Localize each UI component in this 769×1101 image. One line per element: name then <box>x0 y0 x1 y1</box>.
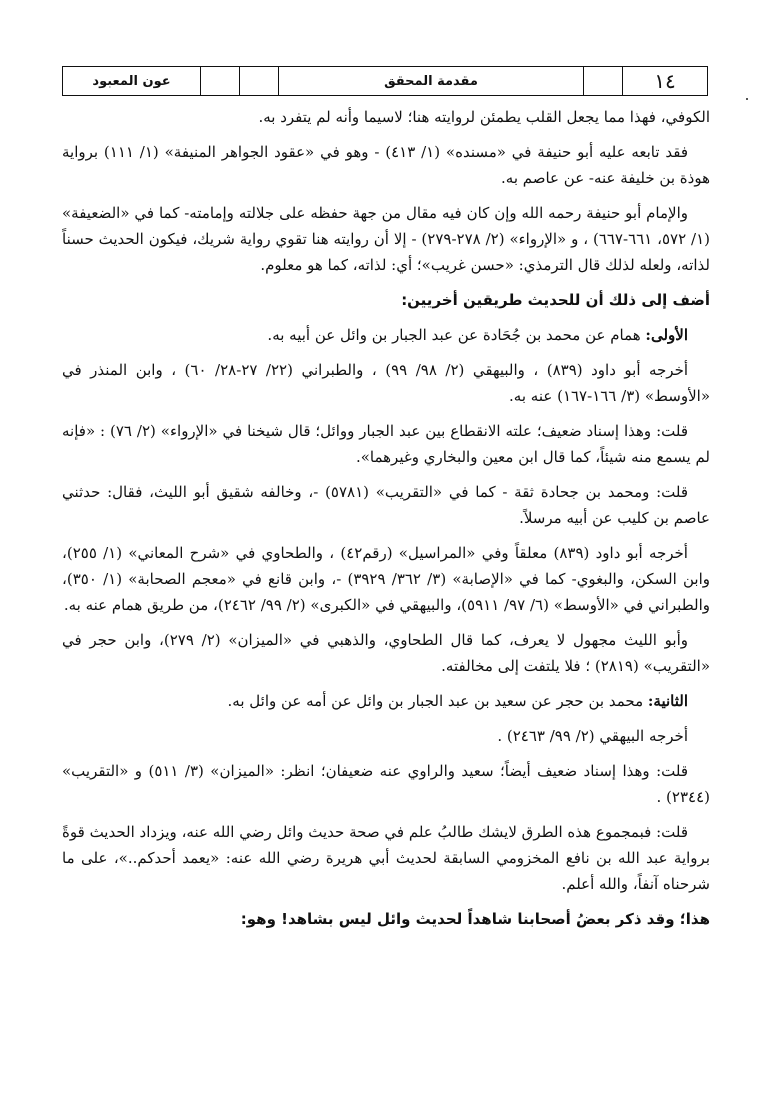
paragraph-label: الثانية: <box>647 692 688 710</box>
header-empty-cell <box>239 67 278 95</box>
header-empty-cell <box>200 67 239 95</box>
stray-mark <box>746 98 748 100</box>
paragraph: قلت: وهذا إسناد ضعيف؛ علته الانقطاع بين عبد الجبار ووائل؛ قال شيخنا في «الإرواء» (٢/ ٧٦) : «فإنه لم يسمع منه شيئاً، كما قال ابن معين والبخاري وغيرهما». <box>62 422 710 466</box>
paragraph: وأبو الليث مجهول لا يعرف، كما قال الطحاوي، والذهبي في «الميزان» (٢/ ٢٧٩)، وابن حجر في «التقريب» (٢٨١٩) ؛ فلا يلتفت إلى مخالفته. <box>62 631 710 675</box>
section-heading: أضف إلى ذلك أن للحديث طريقين أخريين: <box>401 291 710 309</box>
section-title: مقدمة المحقق <box>278 67 583 95</box>
paragraph: قلت: ومحمد بن جحادة ثقة - كما في «التقريب» (٥٧٨١) -، وخالفه شقيق أبو الليث، فقال: حدثني عاصم بن كليب عن أبيه مرسلاً. <box>62 483 710 527</box>
paragraph: أخرجه البيهقي (٢/ ٩٩/ ٢٤٦٣) . <box>497 727 688 745</box>
body-text <box>62 104 710 941</box>
book-title: عون المعبود <box>92 73 171 89</box>
closing-heading: هذا؛ وقد ذكر بعضُ أصحابنا شاهداً لحديث وائل ليس بشاهد! وهو: <box>240 910 710 928</box>
paragraph-label: الأولى: <box>645 326 688 344</box>
header-empty-cell <box>583 67 622 95</box>
page-number: ١٤ <box>622 67 707 95</box>
paragraph: أخرجه أبو داود (٨٣٩) معلقاً وفي «المراسيل» (رقم٤٢) ، والطحاوي في «شرح المعاني» (١/ ٢٥٥)، وابن السكن، والبغوي- كما في «الإصابة» (٣/ ٣٦٢/ ٣٩٢٩) -، وابن قانع في «معجم الصحابة» (١/ ٣٥٠)، والطبراني في «الأوسط» (٦/ ٩٧/ ٥٩١١)، والبيهقي في «الكبرى» (٢/ ٩٩/ ٢٤٦٢)، من طريق همام عنه به. <box>62 544 711 614</box>
paragraph: الثانية: محمد بن حجر عن سعيد بن عبد الجبار بن وائل عن أمه عن وائل به. <box>227 692 688 710</box>
paragraph: أخرجه أبو داود (٨٣٩) ، والبيهقي (٢/ ٩٨/ ٩٩) ، والطبراني (٢٢/ ٢٧-٢٨/ ٦٠) ، وابن المنذر في «الأوسط» (٣/ ١٦٦-١٦٧) عنه به. <box>62 361 710 405</box>
page-header <box>62 66 708 96</box>
paragraph: والإمام أبو حنيفة رحمه الله وإن كان فيه مقال من جهة حفظه على جلالته وإمامته- كما في «الضعيفة» (١/ ٥٧٢، ٦٦١-٦٦٧) ، و «الإرواء» (٢/ ٢٧٨-٢٧٩) - إلا أن روايته هنا تقوي رواية شريك، فيكون الحديث حسناً لذاته، ولعله لذلك قال الترمذي: «حسن غريب»؛ أي: لذاته، كما هو معلوم. <box>62 204 710 274</box>
paragraph: الكوفي، فهذا مما يجعل القلب يطمئن لروايته هنا؛ لاسيما وأنه لم يتفرد به. <box>258 108 710 126</box>
paragraph: قلت: فبمجموع هذه الطرق لايشك طالبُ علم في صحة حديث وائل رضي الله عنه، ويزداد الحديث قوةً برواية عبد الله بن نافع المخزومي السابقة لحديث أبي هريرة رضي الله عنه: «يعمد أحدكم..»، على ما شرحناه آنفاً، والله أعلم. <box>62 823 710 893</box>
paragraph: قلت: وهذا إسناد ضعيف أيضاً؛ سعيد والراوي عنه ضعيفان؛ انظر: «الميزان» (٣/ ٥١١) و «التقريب» (٢٣٤٤) . <box>62 762 710 806</box>
paragraph: الأولى: همام عن محمد بن جُحَادة عن عبد الجبار بن وائل عن أبيه به. <box>267 326 688 344</box>
paragraph: فقد تابعه عليه أبو حنيفة في «مسنده» (١/ ٤١٣) - وهو في «عقود الجواهر المنيفة» (١/ ١١١) برواية هوذة بن خليفة عنه- عن عاصم به. <box>62 143 710 187</box>
